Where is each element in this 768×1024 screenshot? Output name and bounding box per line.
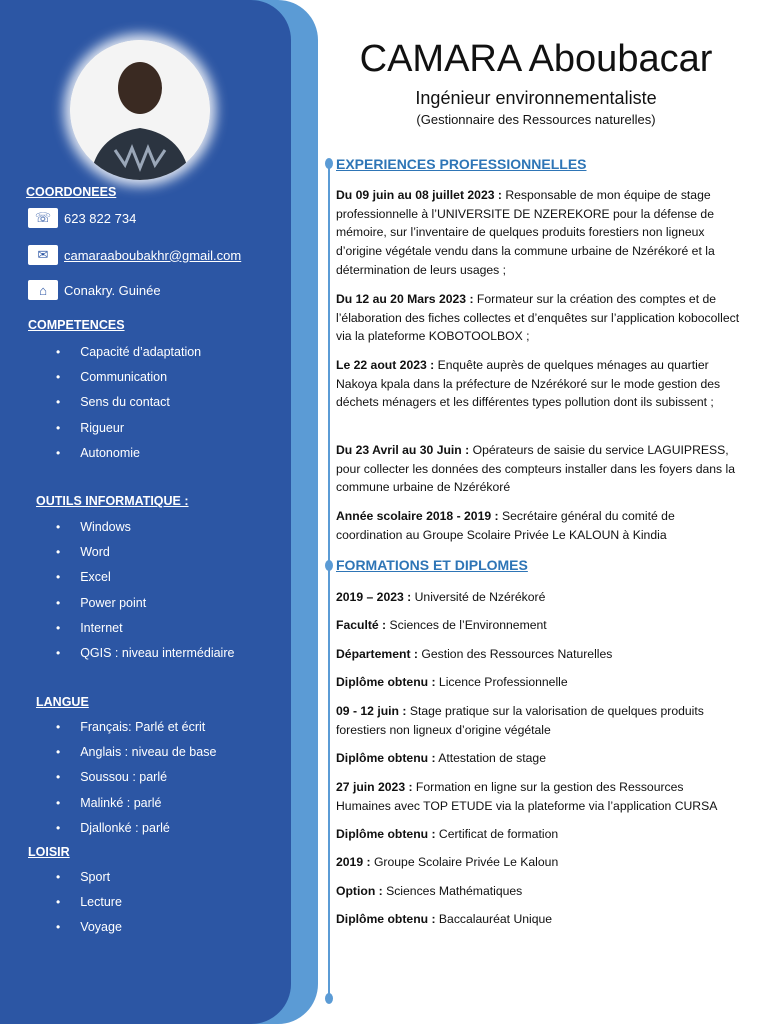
education-item-label: Diplôme obtenu :	[336, 827, 436, 841]
education-item-label: Option :	[336, 884, 383, 898]
education-item	[336, 673, 740, 692]
phone-row	[28, 208, 136, 228]
languages-list	[56, 714, 216, 840]
experience-item-label: Année scolaire 2018 - 2019 :	[336, 509, 499, 523]
experience-item	[336, 507, 740, 544]
address-row	[28, 280, 161, 300]
list-item: • Power point	[56, 590, 234, 615]
skills-list	[56, 339, 201, 465]
education-item-label: Diplôme obtenu :	[336, 675, 436, 689]
list-item: • Lecture	[56, 889, 122, 914]
experience-item-text: Secrétaire général du comité de coordination au Groupe Scolaire Privée Le KALOUN à Kindia	[336, 509, 675, 542]
education-item-label: 2019 :	[336, 855, 371, 869]
education-item-text: Sciences Mathématiques	[382, 884, 523, 898]
list-item: • Internet	[56, 615, 234, 640]
education-item-text: Attestation de stage	[435, 751, 546, 765]
list-item: • Windows	[56, 514, 234, 539]
education-item	[336, 882, 740, 901]
list-item: • Communication	[56, 364, 201, 389]
education-title: FORMATIONS ET DIPLOMES	[336, 557, 528, 573]
timeline-dot	[325, 158, 333, 169]
list-item: • Anglais : niveau de base	[56, 739, 216, 764]
list-item: • QGIS : niveau intermédiaire	[56, 640, 234, 665]
tools-list	[56, 514, 234, 666]
education-item	[336, 616, 740, 635]
education-item-text: Université de Nzérékoré	[411, 590, 546, 604]
education-item-text: Certificat de formation	[435, 827, 559, 841]
phone-icon: ☏	[28, 208, 58, 228]
phone-value: 623 822 734	[64, 210, 137, 226]
person-photo-icon	[70, 40, 210, 180]
education-item	[336, 702, 740, 739]
education-item-text: Sciences de l’Environnement	[386, 618, 547, 632]
experience-item-text: Opérateurs de saisie du service LAGUIPRESS, pour collecter les données des compteurs installer dans les foyers dans la commune urbaine de Nzérékoré	[336, 443, 736, 495]
email-link[interactable]: camaraaboubakhr@gmail.com	[64, 247, 242, 263]
list-item: • Capacité d’adaptation	[56, 339, 201, 364]
list-item: • Sens du contact	[56, 390, 201, 415]
education-item-label: Diplôme obtenu :	[336, 751, 436, 765]
experience-item-label: Du 12 au 20 Mars 2023 :	[336, 292, 474, 306]
experience-item-label: Le 22 aout 2023 :	[336, 358, 435, 372]
hobbies-title: LOISIR	[28, 845, 70, 859]
list-item: • Word	[56, 539, 234, 564]
sidebar	[0, 0, 291, 1024]
home-icon: ⌂	[28, 280, 58, 300]
education-item-label: Faculté :	[336, 618, 387, 632]
skills-title: COMPETENCES	[28, 318, 125, 332]
education-item-label: Département :	[336, 647, 418, 661]
lang-title: LANGUE	[36, 695, 89, 709]
job-title: Ingénieur environnementaliste	[415, 88, 657, 108]
education-item	[336, 778, 740, 815]
experience-item-label: Du 09 juin au 08 juillet 2023 :	[336, 188, 502, 202]
timeline-line	[328, 160, 330, 998]
education-item-text: Stage pratique sur la valorisation de quelques produits forestiers non ligneux d’origine végétale	[336, 704, 704, 737]
timeline-dot	[325, 993, 333, 1004]
email-row	[28, 245, 241, 265]
list-item: • Sport	[56, 864, 122, 889]
page-title: CAMARA Aboubacar	[359, 38, 713, 80]
education-item-label: 2019 – 2023 :	[336, 590, 412, 604]
education-item-label: 09 - 12 juin :	[336, 704, 407, 718]
list-item: • Soussou : parlé	[56, 765, 216, 790]
experience-item	[336, 290, 740, 346]
education-item-label: 27 juin 2023 :	[336, 780, 413, 794]
tools-title: OUTILS INFORMATIQUE :	[36, 494, 189, 508]
mail-icon: ✉	[28, 245, 58, 265]
list-item: • Autonomie	[56, 440, 201, 465]
experience-item	[336, 441, 740, 497]
experience-item-text: Enquête auprès de quelques ménages au quartier Nakoya kpala dans la préfecture de Nzérékoré sur le mode gestion des déchets ménagers et les différentes types pollution dont ils subissent ;	[336, 358, 721, 410]
education-item	[336, 749, 740, 768]
hobbies-list	[56, 864, 122, 940]
education-item-text: Gestion des Ressources Naturelles	[417, 647, 613, 661]
education-item-text: Groupe Scolaire Privée Le Kaloun	[370, 855, 559, 869]
list-item: • Djallonké : parlé	[56, 815, 216, 840]
coords-title: COORDONEES	[26, 185, 117, 199]
education-item	[336, 645, 740, 664]
address-value: Conakry. Guinée	[64, 282, 161, 298]
experience-item-text: Formateur sur la création des comptes et de l’élaboration des fiches collectes et d’enquêtes sur l’application kobocollect via la plateforme KOBOTOOLBOX ;	[336, 292, 740, 344]
list-item: • Rigueur	[56, 415, 201, 440]
education-item	[336, 853, 740, 872]
list-item: • Voyage	[56, 915, 122, 940]
education-item-text: Licence Professionnelle	[435, 675, 568, 689]
profile-photo	[70, 40, 210, 180]
list-item: • Français: Parlé et écrit	[56, 714, 216, 739]
education-item-text: Formation en ligne sur la gestion des Ressources Humaines avec TOP ETUDE via la plateforme via l’application CURSA	[336, 780, 718, 813]
list-item: • Excel	[56, 565, 234, 590]
education-item	[336, 825, 740, 844]
experience-item-label: Du 23 Avril au 30 Juin :	[336, 443, 470, 457]
job-subtitle: (Gestionnaire des Ressources naturelles)	[416, 112, 656, 127]
experience-title: EXPERIENCES PROFESSIONNELLES	[336, 156, 587, 172]
experience-item	[336, 186, 740, 280]
education-item-label: Diplôme obtenu :	[336, 912, 436, 926]
education-item	[336, 588, 740, 607]
education-item	[336, 910, 740, 929]
experience-item-text: Responsable de mon équipe de stage professionnelle à l’UNIVERSITE DE NZEREKORE pour la défense de mémoire, sur l’inventaire de quelques produits forestiers non ligneux d’origine végétale vendu dans la commune urbaine de Nzérékoré et la détermination de leurs usages ;	[336, 188, 715, 277]
experience-item	[336, 356, 740, 412]
education-item-text: Baccalauréat Unique	[435, 912, 553, 926]
list-item: • Malinké : parlé	[56, 790, 216, 815]
timeline-dot	[325, 560, 333, 571]
